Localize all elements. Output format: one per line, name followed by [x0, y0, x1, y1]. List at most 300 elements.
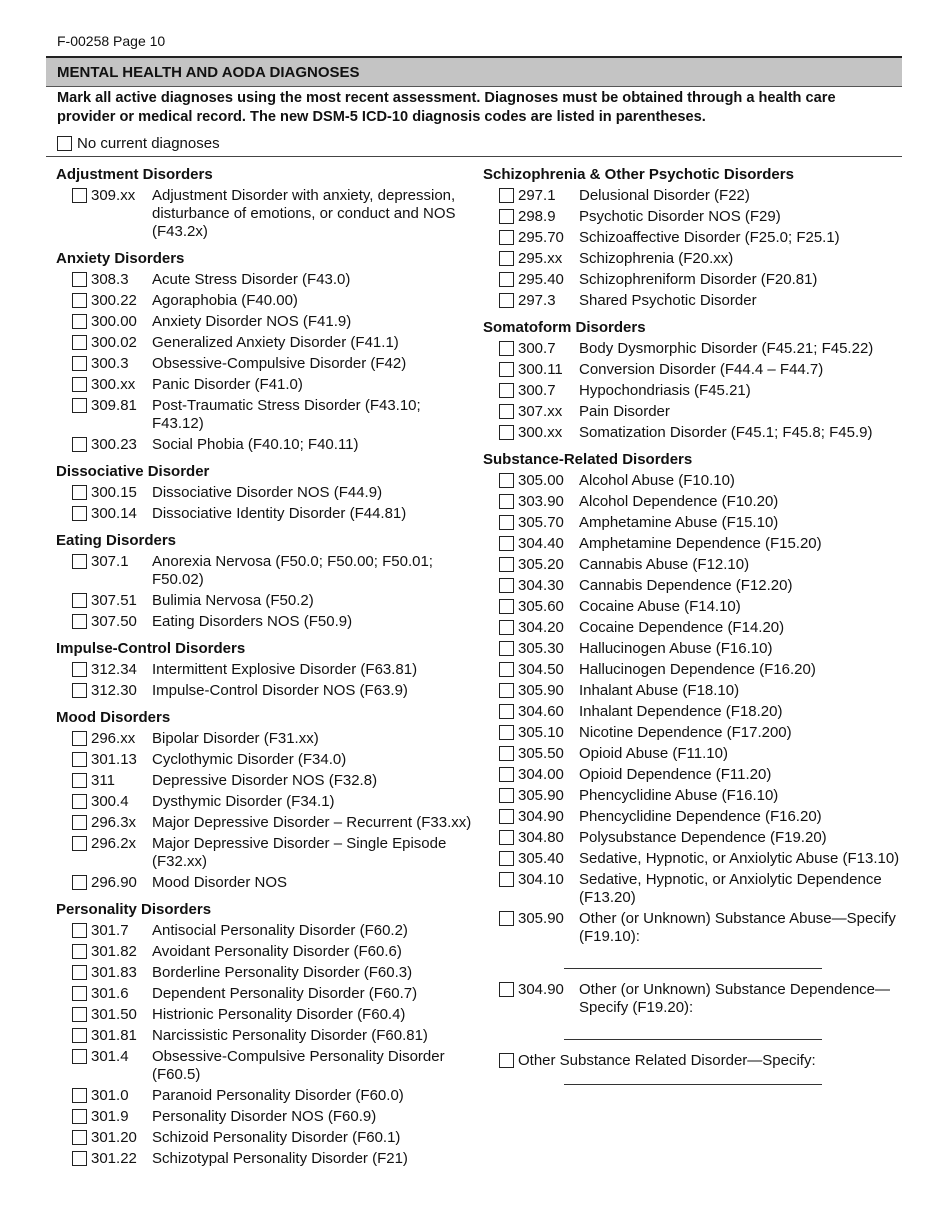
diagnosis-item[interactable]: [483, 403, 913, 421]
diagnosis-name: Eating Disorders NOS (F50.9): [152, 613, 353, 630]
diagnosis-name: Hallucinogen Abuse (F16.10): [579, 640, 773, 657]
diagnosis-checkbox[interactable]: [499, 251, 514, 266]
diagnosis-item[interactable]: [483, 598, 913, 616]
diagnosis-name: Major Depressive Disorder – Recurrent (F33.xx): [152, 814, 472, 831]
diagnosis-checkbox[interactable]: [499, 494, 514, 509]
diagnosis-code: 300.xx: [91, 376, 136, 393]
diagnosis-name: Personality Disorder NOS (F60.9): [152, 1108, 377, 1125]
diagnosis-item[interactable]: [483, 556, 913, 574]
diagnosis-name: Agoraphobia (F40.00): [152, 292, 298, 309]
diagnosis-code: 304.10: [518, 871, 564, 888]
diagnosis-item[interactable]: [56, 1108, 476, 1126]
diagnosis-item[interactable]: [56, 505, 476, 523]
diagnosis-code: 301.7: [91, 922, 129, 939]
diagnosis-name: Nicotine Dependence (F17.200): [579, 724, 792, 741]
diagnosis-name: Cocaine Abuse (F14.10): [579, 598, 741, 615]
diagnosis-name: Hallucinogen Dependence (F16.20): [579, 661, 816, 678]
diagnosis-checkbox[interactable]: [499, 341, 514, 356]
diagnosis-checkbox[interactable]: [72, 272, 87, 287]
diagnosis-item[interactable]: [483, 382, 913, 400]
diagnosis-checkbox[interactable]: [499, 620, 514, 635]
diagnosis-name: Inhalant Abuse (F18.10): [579, 682, 740, 699]
diagnosis-code: 300.xx: [518, 424, 563, 441]
category-title: Schizophrenia & Other Psychotic Disorders: [483, 166, 794, 183]
diagnosis-name: Dysthymic Disorder (F34.1): [152, 793, 335, 810]
diagnosis-item[interactable]: [483, 514, 913, 532]
diagnosis-code: 307.xx: [518, 403, 563, 420]
diagnosis-name: Bulimia Nervosa (F50.2): [152, 592, 314, 609]
diagnosis-name: Obsessive-Compulsive Personality Disorder (F60.5): [152, 1048, 445, 1083]
form-number: F-00258 Page 10: [57, 33, 166, 49]
diagnosis-checkbox[interactable]: [499, 725, 514, 740]
diagnosis-checkbox[interactable]: [72, 1130, 87, 1145]
diagnosis-item[interactable]: [483, 981, 913, 1017]
diagnosis-item[interactable]: [56, 292, 476, 310]
diagnosis-checkbox[interactable]: [72, 335, 87, 350]
diagnosis-item[interactable]: [483, 724, 913, 742]
diagnosis-checkbox[interactable]: [499, 362, 514, 377]
diagnosis-name: Anorexia Nervosa (F50.0; F50.00; F50.01; F50.02): [152, 553, 433, 588]
diagnosis-item[interactable]: [483, 871, 913, 907]
diagnosis-code: 304.60: [518, 703, 564, 720]
diagnosis-item[interactable]: [56, 1129, 476, 1147]
diagnosis-name: Adjustment Disorder with anxiety, depression, disturbance of emotions, or conduct and NOS (F43.2x): [152, 187, 456, 240]
diagnosis-item[interactable]: [56, 355, 476, 373]
category-title: Substance-Related Disorders: [483, 451, 693, 468]
diagnosis-checkbox[interactable]: [72, 986, 87, 1001]
diagnosis-checkbox[interactable]: [499, 293, 514, 308]
category-personality-disorders: [56, 900, 476, 1168]
diagnosis-item[interactable]: [483, 808, 913, 826]
diagnosis-item[interactable]: [56, 682, 476, 700]
diagnosis-item[interactable]: [483, 1052, 913, 1070]
diagnosis-name: Anxiety Disorder NOS (F41.9): [152, 313, 352, 330]
category-title: Dissociative Disorder: [56, 463, 210, 480]
diagnosis-code: 305.50: [518, 745, 564, 762]
diagnosis-checkbox[interactable]: [72, 398, 87, 413]
diagnosis-checkbox[interactable]: [499, 209, 514, 224]
diagnosis-checkbox[interactable]: [72, 965, 87, 980]
diagnosis-item[interactable]: [483, 361, 913, 379]
diagnosis-item[interactable]: [56, 553, 476, 589]
diagnosis-checkbox[interactable]: [499, 557, 514, 572]
diagnosis-name: Major Depressive Disorder – Single Episode (F32.xx): [152, 835, 447, 870]
diagnosis-name: Obsessive-Compulsive Disorder (F42): [152, 355, 407, 372]
diagnosis-item[interactable]: [56, 271, 476, 289]
category-anxiety-disorders: [56, 249, 476, 454]
diagnosis-code: 312.30: [91, 682, 137, 699]
diagnosis-code: 309.81: [91, 397, 137, 414]
diagnosis-checkbox[interactable]: [499, 683, 514, 698]
diagnosis-name: Opioid Abuse (F11.10): [579, 745, 728, 762]
diagnosis-name: Mood Disorder NOS: [152, 874, 288, 891]
diagnosis-code: 305.10: [518, 724, 564, 741]
diagnosis-checkbox[interactable]: [72, 773, 87, 788]
diagnosis-checkbox[interactable]: [499, 809, 514, 824]
diagnosis-code: 301.0: [91, 1087, 129, 1104]
category-impulse-control-disorders: [56, 639, 476, 700]
diagnosis-item[interactable]: [56, 592, 476, 610]
diagnosis-item[interactable]: [483, 640, 913, 658]
diagnosis-name: Avoidant Personality Disorder (F60.6): [152, 943, 402, 960]
diagnosis-name: Alcohol Abuse (F10.10): [579, 472, 735, 489]
diagnosis-checkbox[interactable]: [499, 911, 514, 926]
diagnosis-name: Generalized Anxiety Disorder (F41.1): [152, 334, 399, 351]
diagnosis-code: 307.50: [91, 613, 137, 630]
diagnosis-name: Other Substance Related Disorder—Specify:: [518, 1052, 816, 1069]
diagnosis-checkbox[interactable]: [499, 515, 514, 530]
specify-line[interactable]: [564, 968, 822, 969]
diagnosis-name: Conversion Disorder (F44.4 – F44.7): [579, 361, 824, 378]
category-title: Anxiety Disorders: [56, 250, 185, 267]
diagnosis-checkbox[interactable]: [72, 377, 87, 392]
diagnosis-code: 300.4: [91, 793, 129, 810]
no-current-label: No current diagnoses: [77, 135, 220, 152]
diagnosis-item[interactable]: [56, 313, 476, 331]
diagnosis-item[interactable]: [483, 271, 913, 289]
diagnosis-checkbox[interactable]: [499, 578, 514, 593]
diagnosis-checkbox[interactable]: [499, 599, 514, 614]
no-current-checkbox[interactable]: [57, 136, 72, 151]
diagnosis-code: 297.3: [518, 292, 556, 309]
diagnosis-name: Schizophreniform Disorder (F20.81): [579, 271, 818, 288]
diagnosis-name: Dependent Personality Disorder (F60.7): [152, 985, 418, 1002]
diagnosis-item[interactable]: [56, 397, 476, 433]
diagnosis-code: 301.81: [91, 1027, 137, 1044]
diagnosis-code: 296.xx: [91, 730, 136, 747]
category-title: Adjustment Disorders: [56, 166, 213, 183]
diagnosis-item[interactable]: [56, 943, 476, 961]
diagnosis-name: Alcohol Dependence (F10.20): [579, 493, 779, 510]
diagnosis-item[interactable]: [483, 577, 913, 595]
diagnosis-checkbox[interactable]: [72, 1049, 87, 1064]
diagnosis-code: 304.90: [518, 808, 564, 825]
category-dissociative-disorder: [56, 462, 476, 523]
category-schizophrenia-other-psychotic-disorders: [483, 165, 913, 310]
diagnosis-code: 304.90: [518, 981, 564, 998]
diagnosis-checkbox[interactable]: [72, 662, 87, 677]
no-current-diagnoses[interactable]: [57, 135, 220, 152]
left-column: [56, 165, 476, 1176]
diagnosis-checkbox[interactable]: [72, 815, 87, 830]
diagnosis-item[interactable]: [56, 613, 476, 631]
diagnosis-checkbox[interactable]: [499, 404, 514, 419]
diagnosis-name: Antisocial Personality Disorder (F60.2): [152, 922, 408, 939]
diagnosis-code: 296.2x: [91, 835, 137, 852]
diagnosis-checkbox[interactable]: [72, 485, 87, 500]
diagnosis-name: Somatization Disorder (F45.1; F45.8; F45.9): [579, 424, 873, 441]
diagnosis-code: 304.20: [518, 619, 564, 636]
diagnosis-code: 305.90: [518, 787, 564, 804]
diagnosis-name: Intermittent Explosive Disorder (F63.81): [152, 661, 418, 678]
diagnosis-code: 300.00: [91, 313, 137, 330]
diagnosis-checkbox[interactable]: [499, 788, 514, 803]
diagnosis-code: 300.3: [91, 355, 129, 372]
diagnosis-code: 300.23: [91, 436, 137, 453]
diagnosis-checkbox[interactable]: [499, 872, 514, 887]
diagnosis-code: 300.02: [91, 334, 137, 351]
diagnosis-name: Social Phobia (F40.10; F40.11): [152, 436, 359, 453]
diagnosis-code: 304.30: [518, 577, 564, 594]
diagnosis-checkbox[interactable]: [72, 794, 87, 809]
diagnosis-item[interactable]: [56, 985, 476, 1003]
diagnosis-name: Psychotic Disorder NOS (F29): [579, 208, 781, 225]
diagnosis-item[interactable]: [56, 187, 476, 241]
section-header: [46, 58, 902, 87]
diagnosis-code: 301.83: [91, 964, 137, 981]
diagnosis-code: 300.7: [518, 382, 556, 399]
diagnosis-checkbox[interactable]: [499, 982, 514, 997]
diagnosis-code: 301.20: [91, 1129, 137, 1146]
diagnosis-code: 301.50: [91, 1006, 137, 1023]
diagnosis-checkbox[interactable]: [72, 293, 87, 308]
diagnosis-name: Amphetamine Abuse (F15.10): [579, 514, 779, 531]
diagnosis-code: 304.50: [518, 661, 564, 678]
diagnosis-code: 308.3: [91, 271, 129, 288]
diagnosis-item[interactable]: [56, 1006, 476, 1024]
diagnosis-checkbox[interactable]: [72, 437, 87, 452]
diagnosis-item[interactable]: [483, 229, 913, 247]
diagnosis-name: Shared Psychotic Disorder: [579, 292, 757, 309]
diagnosis-name: Hypochondriasis (F45.21): [579, 382, 751, 399]
instructions: Mark all active diagnoses using the most recent assessment. Diagnoses must be obtained through a health care provider or medical record. The new DSM-5 ICD-10 diagnosis codes are listed in parentheses.: [57, 90, 836, 125]
diagnosis-item[interactable]: [483, 682, 913, 700]
diagnosis-code: 301.82: [91, 943, 137, 960]
diagnosis-code: 298.9: [518, 208, 556, 225]
diagnosis-checkbox[interactable]: [72, 752, 87, 767]
diagnosis-item[interactable]: [56, 1087, 476, 1105]
diagnosis-checkbox[interactable]: [499, 1053, 514, 1068]
diagnosis-item[interactable]: [56, 376, 476, 394]
diagnosis-name: Schizophrenia (F20.xx): [579, 250, 734, 267]
category-eating-disorders: [56, 531, 476, 631]
diagnosis-code: 305.60: [518, 598, 564, 615]
diagnosis-checkbox[interactable]: [499, 662, 514, 677]
category-title: Eating Disorders: [56, 532, 177, 549]
diagnosis-code: 304.00: [518, 766, 564, 783]
diagnosis-name: Other (or Unknown) Substance Abuse—Specify (F19.10):: [579, 910, 896, 945]
diagnosis-code: 300.7: [518, 340, 556, 357]
diagnosis-checkbox[interactable]: [499, 230, 514, 245]
diagnosis-item[interactable]: [56, 922, 476, 940]
diagnosis-code: 300.22: [91, 292, 137, 309]
right-column: [483, 165, 913, 1093]
diagnosis-code: 305.40: [518, 850, 564, 867]
diagnosis-name: Impulse-Control Disorder NOS (F63.9): [152, 682, 408, 699]
diagnosis-checkbox[interactable]: [72, 923, 87, 938]
category-substance-related-disorders: [483, 450, 913, 1085]
diagnosis-item[interactable]: [483, 187, 913, 205]
diagnosis-code: 311: [91, 772, 115, 789]
diagnosis-code: 300.15: [91, 484, 137, 501]
diagnosis-name: Schizoaffective Disorder (F25.0; F25.1): [579, 229, 840, 246]
diagnosis-code: 305.30: [518, 640, 564, 657]
diagnosis-item[interactable]: [56, 484, 476, 502]
diagnosis-code: 301.22: [91, 1150, 137, 1167]
diagnosis-name: Acute Stress Disorder (F43.0): [152, 271, 351, 288]
diagnosis-checkbox[interactable]: [72, 683, 87, 698]
diagnosis-code: 301.9: [91, 1108, 129, 1125]
diagnosis-checkbox[interactable]: [72, 944, 87, 959]
diagnosis-name: Post-Traumatic Stress Disorder (F43.10; F43.12): [152, 397, 421, 432]
diagnosis-checkbox[interactable]: [499, 188, 514, 203]
diagnosis-item[interactable]: [56, 964, 476, 982]
category-mood-disorders: [56, 708, 476, 892]
diagnosis-checkbox[interactable]: [72, 1088, 87, 1103]
diagnosis-name: Sedative, Hypnotic, or Anxiolytic Dependence (F13.20): [579, 871, 882, 906]
diagnosis-name: Cannabis Dependence (F12.20): [579, 577, 793, 594]
diagnosis-code: 307.1: [91, 553, 129, 570]
category-adjustment-disorders: [56, 165, 476, 241]
diagnosis-checkbox[interactable]: [499, 473, 514, 488]
diagnosis-name: Panic Disorder (F41.0): [152, 376, 303, 393]
diagnosis-checkbox[interactable]: [499, 767, 514, 782]
diagnosis-item[interactable]: [56, 1027, 476, 1045]
diagnosis-checkbox[interactable]: [72, 314, 87, 329]
diagnosis-name: Depressive Disorder NOS (F32.8): [152, 772, 378, 789]
diagnosis-checkbox[interactable]: [72, 1109, 87, 1124]
diagnosis-item[interactable]: [56, 436, 476, 454]
diagnosis-item[interactable]: [56, 661, 476, 679]
diagnosis-checkbox[interactable]: [72, 188, 87, 203]
diagnosis-name: Delusional Disorder (F22): [579, 187, 750, 204]
diagnosis-checkbox[interactable]: [499, 704, 514, 719]
diagnosis-checkbox[interactable]: [499, 746, 514, 761]
diagnosis-code: 305.70: [518, 514, 564, 531]
section-title: MENTAL HEALTH AND AODA DIAGNOSES: [57, 64, 360, 81]
diagnosis-checkbox[interactable]: [72, 593, 87, 608]
diagnosis-checkbox[interactable]: [72, 356, 87, 371]
category-title: Mood Disorders: [56, 709, 171, 726]
diagnosis-checkbox[interactable]: [499, 851, 514, 866]
diagnosis-checkbox[interactable]: [72, 1151, 87, 1166]
diagnosis-code: 300.11: [518, 361, 563, 378]
diagnosis-item[interactable]: [483, 493, 913, 511]
diagnosis-code: 307.51: [91, 592, 137, 609]
diagnosis-code: 296.3x: [91, 814, 137, 831]
diagnosis-code: 295.70: [518, 229, 564, 246]
diagnosis-code: 305.00: [518, 472, 564, 489]
diagnosis-name: Schizoid Personality Disorder (F60.1): [152, 1129, 401, 1146]
diagnosis-name: Opioid Dependence (F11.20): [579, 766, 772, 783]
diagnosis-checkbox[interactable]: [72, 731, 87, 746]
diagnosis-code: 295.xx: [518, 250, 563, 267]
diagnosis-name: Paranoid Personality Disorder (F60.0): [152, 1087, 404, 1104]
diagnosis-checkbox[interactable]: [499, 383, 514, 398]
diagnosis-checkbox[interactable]: [72, 836, 87, 851]
diagnosis-name: Cannabis Abuse (F12.10): [579, 556, 750, 573]
diagnosis-item[interactable]: [483, 292, 913, 310]
diagnosis-item[interactable]: [56, 772, 476, 790]
diagnosis-name: Schizotypal Personality Disorder (F21): [152, 1150, 408, 1167]
diagnosis-name: Dissociative Disorder NOS (F44.9): [152, 484, 383, 501]
diagnosis-item[interactable]: [56, 793, 476, 811]
category-title: Somatoform Disorders: [483, 319, 646, 336]
diagnosis-code: 295.40: [518, 271, 564, 288]
diagnosis-checkbox[interactable]: [72, 506, 87, 521]
diagnosis-item[interactable]: [483, 535, 913, 553]
diagnosis-item[interactable]: [56, 334, 476, 352]
diagnosis-checkbox[interactable]: [499, 272, 514, 287]
diagnosis-item[interactable]: [56, 874, 476, 892]
diagnosis-item[interactable]: [56, 751, 476, 769]
diagnosis-item[interactable]: [56, 814, 476, 832]
diagnosis-name: Borderline Personality Disorder (F60.3): [152, 964, 413, 981]
category-somatoform-disorders: [483, 318, 913, 442]
diagnosis-checkbox[interactable]: [499, 830, 514, 845]
diagnosis-name: Narcissistic Personality Disorder (F60.81): [152, 1027, 428, 1044]
diagnosis-item[interactable]: [483, 850, 913, 868]
diagnosis-item[interactable]: [56, 1150, 476, 1168]
diagnosis-name: Other (or Unknown) Substance Dependence—Specify (F19.20):: [579, 981, 891, 1016]
diagnosis-code: 304.40: [518, 535, 564, 552]
diagnosis-item[interactable]: [483, 910, 913, 946]
specify-line[interactable]: [564, 1039, 822, 1040]
diagnosis-name: Pain Disorder: [579, 403, 670, 420]
diagnosis-name: Bipolar Disorder (F31.xx): [152, 730, 319, 747]
diagnosis-name: Sedative, Hypnotic, or Anxiolytic Abuse (F13.10): [579, 850, 900, 867]
diagnosis-name: Phencyclidine Dependence (F16.20): [579, 808, 822, 825]
diagnosis-code: 296.90: [91, 874, 137, 891]
diagnosis-code: 304.80: [518, 829, 564, 846]
diagnosis-item[interactable]: [483, 766, 913, 784]
diagnosis-item[interactable]: [483, 208, 913, 226]
diagnosis-name: Phencyclidine Abuse (F16.10): [579, 787, 779, 804]
diagnosis-name: Polysubstance Dependence (F19.20): [579, 829, 827, 846]
diagnosis-item[interactable]: [483, 340, 913, 358]
diagnosis-code: 300.14: [91, 505, 137, 522]
diagnosis-item[interactable]: [483, 250, 913, 268]
diagnosis-checkbox[interactable]: [72, 1007, 87, 1022]
diagnosis-code: 305.90: [518, 682, 564, 699]
divider: [46, 156, 902, 157]
diagnosis-code: 309.xx: [91, 187, 136, 204]
category-title: Personality Disorders: [56, 901, 212, 918]
diagnosis-code: 312.34: [91, 661, 137, 678]
diagnosis-code: 305.90: [518, 910, 564, 927]
diagnosis-code: 297.1: [518, 187, 556, 204]
diagnosis-item[interactable]: [56, 1048, 476, 1084]
diagnosis-code: 301.13: [91, 751, 137, 768]
diagnosis-checkbox[interactable]: [72, 614, 87, 629]
diagnosis-name: Amphetamine Dependence (F15.20): [579, 535, 822, 552]
specify-line[interactable]: [564, 1084, 822, 1085]
diagnosis-item[interactable]: [483, 661, 913, 679]
diagnosis-checkbox[interactable]: [499, 536, 514, 551]
diagnosis-item[interactable]: [483, 703, 913, 721]
diagnosis-name: Dissociative Identity Disorder (F44.81): [152, 505, 407, 522]
diagnosis-item[interactable]: [483, 787, 913, 805]
diagnosis-item[interactable]: [56, 835, 476, 871]
diagnosis-checkbox[interactable]: [72, 1028, 87, 1043]
diagnosis-item[interactable]: [483, 829, 913, 847]
diagnosis-checkbox[interactable]: [72, 554, 87, 569]
diagnosis-item[interactable]: [483, 745, 913, 763]
category-title: Impulse-Control Disorders: [56, 640, 246, 657]
diagnosis-item[interactable]: [483, 619, 913, 637]
diagnosis-name: Cyclothymic Disorder (F34.0): [152, 751, 347, 768]
diagnosis-code: 303.90: [518, 493, 564, 510]
diagnosis-code: 301.4: [91, 1048, 129, 1065]
diagnosis-item[interactable]: [56, 730, 476, 748]
diagnosis-checkbox[interactable]: [499, 641, 514, 656]
diagnosis-name: Body Dysmorphic Disorder (F45.21; F45.22): [579, 340, 874, 357]
diagnosis-item[interactable]: [483, 424, 913, 442]
diagnosis-checkbox[interactable]: [499, 425, 514, 440]
diagnosis-name: Histrionic Personality Disorder (F60.4): [152, 1006, 406, 1023]
diagnosis-checkbox[interactable]: [72, 875, 87, 890]
diagnosis-item[interactable]: [483, 472, 913, 490]
